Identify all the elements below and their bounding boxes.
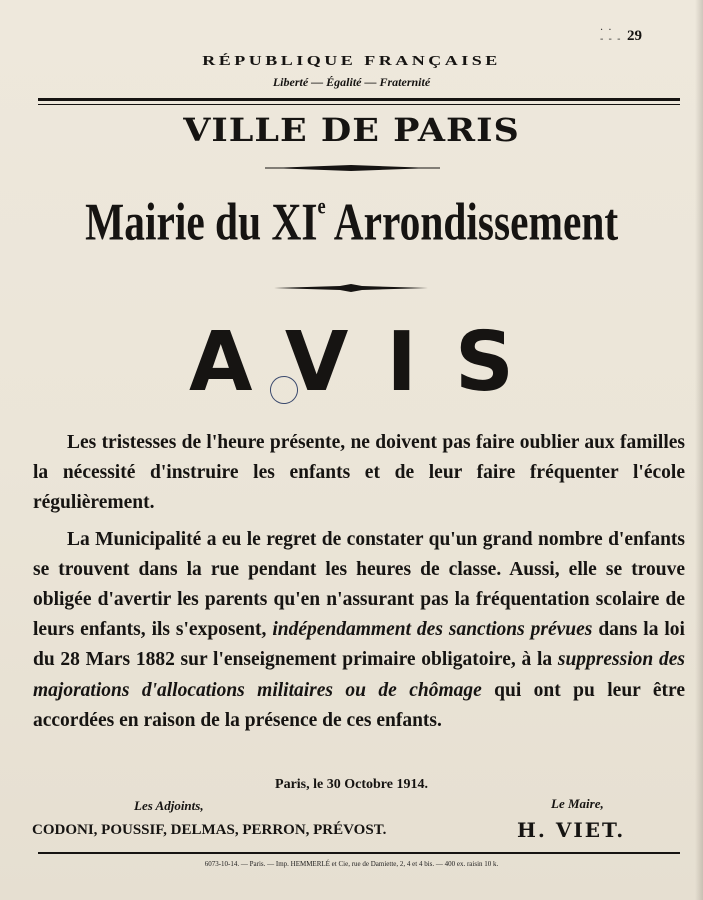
motto: Liberté — Égalité — Fraternité bbox=[272, 75, 431, 89]
paragraph-2-emphasis-1: indépendamment des sanctions prévues bbox=[272, 619, 593, 641]
adjoints-label: Les Adjoints, bbox=[134, 798, 204, 813]
adjoints-names: CODONI, POUSSIF, DELMAS, PERRON, PRÉVOST. bbox=[32, 822, 387, 838]
republic-heading: RÉPUBLIQUE FRANÇAISE bbox=[202, 52, 501, 68]
paragraph-2-part-c: qui ont pu leur être accordées en raison de la présence de ces enfants. bbox=[33, 679, 685, 731]
corner-mark-bottom: - - - bbox=[600, 34, 622, 45]
header-rule-thick bbox=[38, 98, 680, 101]
ornament-rule-top bbox=[0, 163, 703, 173]
mairie-superscript: e bbox=[317, 193, 326, 220]
place-date: Paris, le 30 Octobre 1914. bbox=[275, 777, 428, 792]
mairie-heading-inner bbox=[85, 191, 618, 252]
ornament-rule-middle bbox=[0, 283, 703, 293]
corner-mark-top: · · bbox=[600, 25, 613, 36]
header-rule-thin bbox=[38, 104, 680, 105]
paragraph-1: Les tristesses de l'heure présente, ne doivent pas faire oublier aux familles la nécessité d'instruire les enfants et de leur faire fréquenter l'école régulièrement. bbox=[33, 432, 685, 514]
notice-title: AVIS bbox=[189, 315, 552, 410]
sheet-number: 29 bbox=[627, 28, 642, 44]
mairie-prefix: Mairie du XI bbox=[85, 192, 318, 252]
maire-name: H. VIET. bbox=[517, 818, 626, 842]
footer-rule bbox=[38, 852, 680, 854]
mairie-heading bbox=[0, 192, 703, 252]
notice-body bbox=[33, 428, 685, 742]
paragraph-2-part-b: dans la loi du 28 Mars 1882 sur l'enseignement primaire obligatoire, à la bbox=[33, 619, 685, 671]
paragraph-2-emphasis-2: suppression des majorations d'allocations militaires ou de chômage bbox=[33, 649, 685, 701]
paragraph-2 bbox=[33, 525, 685, 736]
corner-marks bbox=[600, 26, 622, 44]
maire-label: Le Maire, bbox=[551, 796, 604, 811]
printer-imprint: 6073-10-14. — Paris. — Imp. HEMMERLÉ et Cie, rue de Damiette, 2, 4 et 4 bis. — 400 ex. raisin 10 k. bbox=[204, 860, 499, 868]
mairie-suffix: Arrondissement bbox=[325, 192, 618, 252]
paragraph-2-part-a: La Municipalité a eu le regret de constater qu'un grand nombre d'enfants se trouvent dans la rue pendant les heures de classe. Aussi, elle se trouve obligée d'avertir les parents qu'en n'assurant pas la fréquentation scolaire de leurs enfants, ils s'exposent, bbox=[33, 528, 685, 641]
city-title: VILLE DE PARIS bbox=[183, 111, 520, 150]
